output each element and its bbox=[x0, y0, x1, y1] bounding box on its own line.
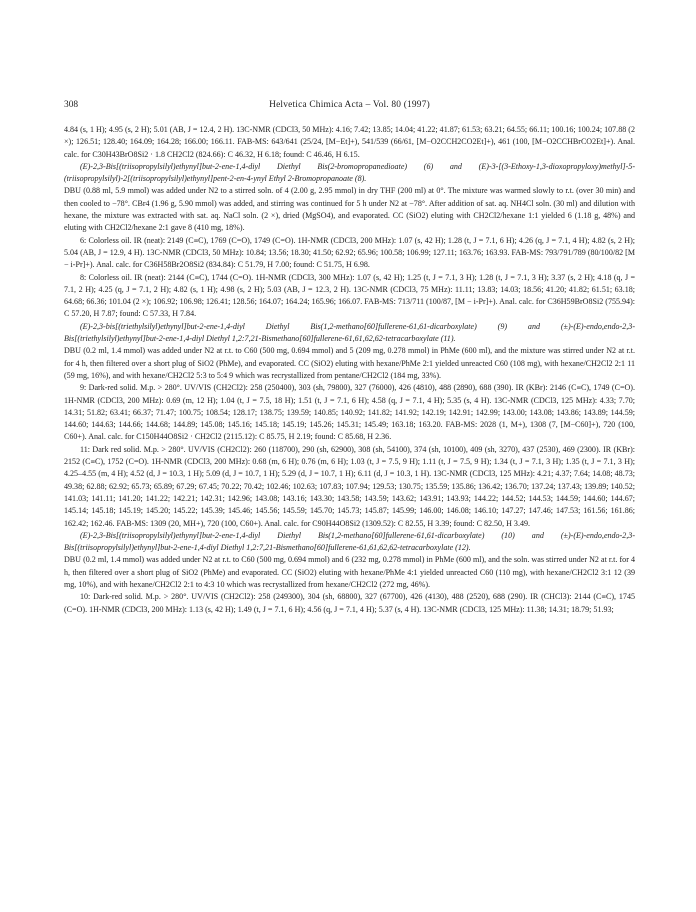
page-number: 308 bbox=[64, 100, 79, 110]
compound-title-9-11: (E)-2,3-bis[(triethylsilyl)ethynyl]but-2-ene-1,4-diyl Diethyl Bis(1,2-methano[60]fullerene-61,61-dicarboxylate) (9) and (±)-(E)-endo,endo-2,3-Bis[(triethylsilyl)ethynyl]but-2-ene-1,4-diyl Diethyl 1,2:7,21-Bismethano[60]fullerene-61,61,62,62-tetracarboxylate (11). bbox=[64, 321, 635, 344]
characterization-11: 11: Dark red solid. M.p. > 280°. UV/VIS (CH2Cl2): 260 (118700), 290 (sh, 62900), 308 (sh, 54100), 374 (sh, 10100), 409 (sh, 3270), 437 (2530), 469 (2300). IR (KBr): 2152 (C≡C), 1752 (C=O). 1H-NMR (CDCl3, 200 MHz): 0.68 (m, 6 H); 0.76 (m, 6 H); 1.03 (t, J = 7.5, 9 H); 1.11 (t, J = 7.5, 9 H); 1.34 (t, J = 7.1, 3 H); 1.35 (t, J = 7.1, 3 H); 4.25–4.55 (m, 4 H); 4.52 (d, J = 10.3, 1 H); 5.09 (d, J = 10.7, 1 H); 5.29 (d, J = 10.7, 1 H); 6.11 (d, J = 10.3, 1 H). 13C-NMR (CDCl3, 125 MHz): 4.21; 4.37; 7.64; 14.08; 48.73; 49.38; 62.88; 62.92; 65.73; 65.89; 67.29; 67.45; 70.22; 70.42; 102.46; 102.63; 107.83; 107.94; 129.53; 130.75; 135.59; 135.86; 136.42; 136.70; 137.24; 137.43; 139.89; 140.52; 141.03; 141.11; 141.20; 141.22; 142.21; 142.31; 142.96; 143.08; 143.16; 143.30; 143.58; 143.59; 143.62; 143.91; 143.93; 144.22; 144.52; 144.53; 144.59; 144.60; 144.67; 145.14; 145.18; 145.19; 145.20; 145.22; 145.39; 145.46; 145.56; 145.59; 145.70; 145.73; 145.87; 145.99; 146.00; 146.08; 146.10; 147.27; 147.46; 147.53; 161.56; 161.86; 162.42; 162.46. FAB-MS: 1309 (20, MH+), 720 (100, C60+). Anal. calc. for C90H44O8Si2 (1309.52): C 82.55, H 3.39; found: C 82.50, H 3.49. bbox=[64, 444, 635, 528]
characterization-10: 10: Dark-red solid. M.p. > 280°. UV/VIS (CH2Cl2): 258 (249300), 304 (sh, 68800), 327 (67700), 426 (4130), 488 (2520), 688 (290). IR (CHCl3): 2144 (C≡C), 1745 (C=O). 1H-NMR (CDCl3, 200 MHz): 1.13 (s, 42 H); 1.49 (t, J = 7.1, 6 H); 4.56 (q, J = 7.1, 4 H); 5.37 (s, 4 H). 13C-NMR (CDCl3, 125 MHz): 11.38; 14.31; 18.79; 51.93; bbox=[64, 592, 635, 614]
compound-title-6-8: (E)-2,3-Bis[(triisopropylsilyl)ethynyl]but-2-ene-1,4-diyl Diethyl Bis(2-bromopropanedioate) (6) and (E)-3-[(3-Ethoxy-1,3-dioxopropyloxy)methyl]-5-(triisopropylsilyl)-2[(triisopropylsilyl)ethynyl]pent-2-en-4-ynyl Ethyl 2-Bromopropanoate (8). bbox=[64, 161, 635, 184]
compound-title-10-12: (E)-2,3-Bis[(triisopropylsilyl)ethynyl]but-2-ene-1,4-diyl Diethyl Bis(1,2-methano[60]fullerene-61,61-dicarboxylate) (10) and (±)-(E)-endo,endo-2,3-Bis[(triisopropylsilyl)ethynyl]but-2-ene-1,4-diyl Diethyl 1,2:7,21-Bismethano[60]fullerene-61,61,62,62-tetracarboxylate (12). bbox=[64, 530, 635, 553]
characterization-9: 9: Dark-red solid. M.p. > 280°. UV/VIS (CH2Cl2): 258 (250400), 303 (sh, 79800), 327 (76000), 426 (4810), 488 (2890), 688 (390). IR (KBr): 2146 (C≡C), 1749 (C=O). 1H-NMR (CDCl3, 200 MHz): 0.69 (m, 12 H); 1.04 (t, J = 7.5, 18 H); 1.51 (t, J = 7.1, 6 H); 4.58 (q, J = 7.1, 4 H); 5.35 (s, 4 H). 13C-NMR (CDCl3, 125 MHz): 4.33; 7.70; 14.31; 51.82; 63.41; 66.37; 71.47; 100.75; 108.54; 128.17; 138.75; 139.59; 140.85; 140.92; 141.82; 141.92; 142.19; 142.91; 142.99; 143.00; 143.08; 143.86; 143.89; 144.59; 144.60; 144.63; 144.66; 144.68; 144.89; 145.08; 145.16; 145.18; 145.19; 145.26; 145.31; 145.49; 163.18; 163.20. FAB-MS: 2028 (1, M+), 1308 (7, [M−C60]+), 720 (100, C60+). Anal. calc. for C150H44O8Si2 · CH2Cl2 (2115.12): C 85.75, H 2.19; found: C 85.68, H 2.36. bbox=[64, 383, 635, 442]
procedure-9-11: DBU (0.2 ml, 1.4 mmol) was added under N2 at r.t. to C60 (500 mg, 0.694 mmol) and 5 (209 mg, 0.278 mmol) in PhMe (600 ml), and the mixture was stirred under N2 at r.t. for 4 h, then filtered over a short plug of SiO2 (PhMe), and evaporated. CC (SiO2) eluting with hexane/PhMe 2:1 yielded unreacted C60 (108 mg), with hexane/CH2Cl2 2:1 11 (59 mg, 16%), and with hexane/CH2Cl2 5:3 to 5:4 9 which was recrystallized from pentane/CH2Cl2 (184 mg, 33%). bbox=[64, 346, 635, 380]
experimental-text bbox=[64, 124, 635, 616]
characterization-8: 8: Colorless oil. IR (neat): 2144 (C≡C), 1744 (C=O). 1H-NMR (CDCl3, 300 MHz): 1.07 (s, 42 H); 1.25 (t, J = 7.1, 3 H); 1.28 (t, J = 7.1, 3 H); 3.37 (s, 2 H); 4.18 (q, J = 7.1, 2 H); 4.25 (q, J = 7.1, 2 H); 4.82 (s, 1 H); 4.98 (s, 2 H); 5.03 (AB, J = 12.3, 2 H). 13C-NMR (CDCl3, 75 MHz): 11.11; 13.83; 14.03; 18.56; 41.20; 41.82; 61.51; 63.18; 64.68; 66.36; 101.04 (2 ×); 106.92; 106.98; 126.41; 128.56; 164.07; 164.24; 165.96; 166.07. FAB-MS: 713/711 (100/87, [M − i-Pr]+). Anal. calc. for C36H59BrO8Si2 (755.94): C 57.20, H 7.87; found: C 57.33, H 7.84. bbox=[64, 272, 635, 319]
journal-title: Helvetica Chimica Acta – Vol. 80 (1997) bbox=[269, 100, 430, 110]
paragraph-5-continuation: 4.84 (s, 1 H); 4.95 (s, 2 H); 5.01 (AB, J = 12.4, 2 H). 13C-NMR (CDCl3, 50 MHz): 4.16; 7.42; 13.85; 14.04; 41.22; 41.87; 61.53; 63.21; 64.55; 66.11; 100.16; 100.24; 107.88 (2 ×); 126.51; 128.40; 164.09; 164.28; 166.00; 166.11. FAB-MS: 643/641 (25/24, [M−Et]+), 541/539 (66/61, [M−O2CCH2CO2Et]+), 461 (100, [M−O2CCHBrCO2Et]+). Anal. calc. for C30H43BrO8Si2 · 1.8 CH2Cl2 (824.66): C 46.32, H 6.18; found: C 46.46, H 6.15. bbox=[64, 125, 635, 159]
procedure-6-8: DBU (0.88 ml, 5.9 mmol) was added under N2 to a stirred soln. of 4 (2.00 g, 2.95 mmol) in dry THF (200 ml) at 0°. The mixture was warmed slowly to r.t. (over 30 min) and then cooled to −78°. CBr4 (1.96 g, 5.90 mmol) was added, and stirring was continued for 5 h under N2 at −78°. After addition of sat. aq. NH4Cl soln. (30 ml) and dilution with hexane, the mixture was extracted with sat. aq. NaCl soln. (2 ×), dried (MgSO4), and evaporated. CC (SiO2) eluting with CH2Cl2/hexane 1:1 yielded 6 (1.18 g, 48%) and eluting with CH2Cl2/hexane 2:1 gave 8 (410 mg, 18%). bbox=[64, 186, 635, 233]
characterization-6: 6: Colorless oil. IR (neat): 2149 (C≡C), 1769 (C=O), 1749 (C=O). 1H-NMR (CDCl3, 200 MHz): 1.07 (s, 42 H); 1.28 (t, J = 7.1, 6 H); 4.26 (q, J = 7.1, 4 H); 4.82 (s, 2 H); 5.04 (AB, J = 12.9, 4 H). 13C-NMR (CDCl3, 50 MHz): 10.84; 13.56; 18.30; 41.50; 62.92; 65.96; 100.58; 106.99; 127.11; 163.76; 163.93. FAB-MS: 793/791/789 (80/100/82 [M − i-Pr]+). Anal. calc. for C36H58Br2O8Si2 (834.84): C 51.79, H 7.00; found: C 51.75, H 6.98. bbox=[64, 235, 635, 270]
procedure-10-12: DBU (0.2 ml, 1.4 mmol) was added under N2 at r.t. to C60 (500 mg, 0.694 mmol) and 6 (232 mg, 0.278 mmol) in PhMe (600 ml), and the soln. was stirred under N2 at r.t. for 4 h, then filtered over a short plug of SiO2 (PhMe) and evaporated. CC (SiO2) eluting with hexane/PhMe 4:1 yielded unreacted C60 (110 mg), with hexane/CH2Cl2 3:1 12 (39 mg, 10%), and with hexane/CH2Cl2 2:1 to 4:3 10 which was recrystallized from hexane/CH2Cl2 (272 mg, 46%). bbox=[64, 555, 635, 589]
running-header bbox=[64, 98, 635, 112]
